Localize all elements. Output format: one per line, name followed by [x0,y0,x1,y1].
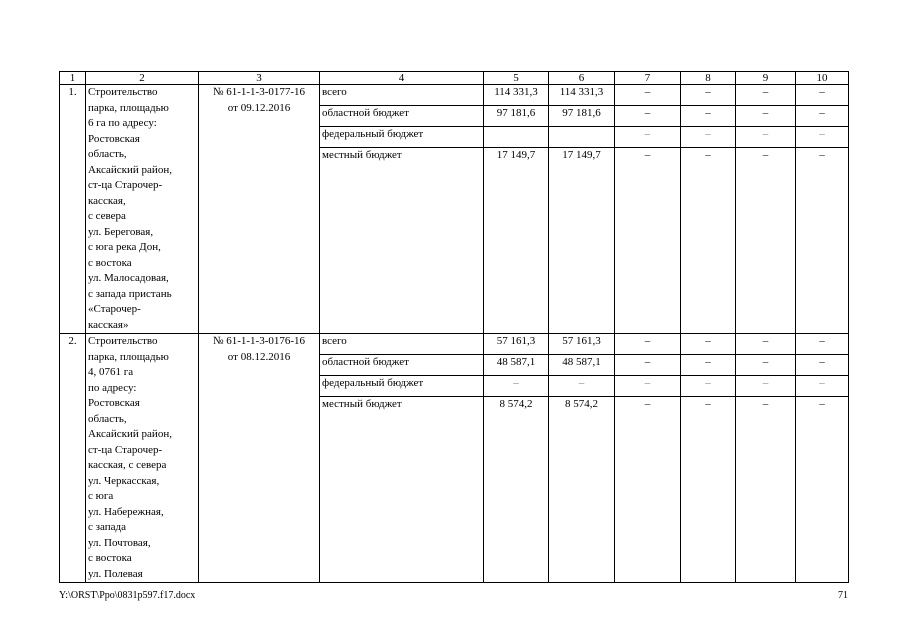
value-cell: – [796,376,849,397]
value-cell: 57 161,3 [484,334,549,355]
value-cell: – [796,334,849,355]
table-row [60,334,849,355]
value-cell: – [681,106,736,127]
value-cell: – [615,127,681,148]
header-cell: 5 [484,72,549,85]
value-cell [484,127,549,148]
value-cell [549,127,615,148]
footer-page-number: 71 [838,590,848,601]
value-cell: 57 161,3 [549,334,615,355]
value-cell: 97 181,6 [549,106,615,127]
value-cell: – [796,397,849,583]
value-cell: – [736,355,796,376]
value-cell: – [681,397,736,583]
value-cell: – [796,148,849,334]
header-cell: 9 [736,72,796,85]
funding-source: всего [320,85,484,106]
table-row [60,85,849,106]
value-cell: – [681,148,736,334]
value-cell: – [615,85,681,106]
funding-source: федеральный бюджет [320,127,484,148]
value-cell: – [736,334,796,355]
item-number: 1. [60,85,86,334]
value-cell: 48 587,1 [549,355,615,376]
value-cell: – [796,355,849,376]
item-number: 2. [60,334,86,583]
funding-source: областной бюджет [320,106,484,127]
value-cell: – [796,106,849,127]
funding-source: местный бюджет [320,397,484,583]
value-cell: 17 149,7 [484,148,549,334]
value-cell: – [615,334,681,355]
item-permit: № 61-1-1-3-0176-16 от 08.12.2016 [199,334,320,583]
value-cell: – [681,376,736,397]
value-cell: – [736,376,796,397]
header-cell: 6 [549,72,615,85]
funding-source: местный бюджет [320,148,484,334]
footer-file-path: Y:\ORST\Ppo\0831p597.f17.docx [59,590,196,601]
value-cell: – [549,376,615,397]
value-cell: 97 181,6 [484,106,549,127]
value-cell: – [615,148,681,334]
header-cell: 2 [86,72,199,85]
value-cell: – [796,127,849,148]
header-cell: 3 [199,72,320,85]
value-cell: – [736,127,796,148]
value-cell: – [615,397,681,583]
value-cell: 8 574,2 [549,397,615,583]
value-cell: – [736,397,796,583]
item-description: Строительство парка, площадью 6 га по адресу: Ростовская область, Аксайский район, ст-ца Старочер- касская, с севера ул. Береговая, с юга река Дон, с востока ул. Малосадовая, с запада пристань «Старочер- касская» [86,85,199,334]
value-cell: – [681,85,736,106]
value-cell: – [736,148,796,334]
value-cell: – [484,376,549,397]
value-cell: – [736,85,796,106]
header-cell: 4 [320,72,484,85]
header-cell: 10 [796,72,849,85]
item-description: Строительство парка, площадью 4, 0761 га по адресу: Ростовская область, Аксайский район, ст-ца Старочер- касская, с севера ул. Черкасская, с юга ул. Набережная, с запада ул. Почтовая, с востока ул. Полевая [86,334,199,583]
funding-source: областной бюджет [320,355,484,376]
header-row [60,72,849,85]
value-cell: – [681,355,736,376]
header-cell: 7 [615,72,681,85]
value-cell: – [681,127,736,148]
header-cell: 1 [60,72,86,85]
value-cell: – [615,355,681,376]
value-cell: – [736,106,796,127]
value-cell: 48 587,1 [484,355,549,376]
header-cell: 8 [681,72,736,85]
value-cell: – [796,85,849,106]
budget-table [59,71,849,583]
funding-source: всего [320,334,484,355]
item-permit: № 61-1-1-3-0177-16 от 09.12.2016 [199,85,320,334]
funding-source: федеральный бюджет [320,376,484,397]
value-cell: – [615,106,681,127]
value-cell: 8 574,2 [484,397,549,583]
value-cell: 114 331,3 [484,85,549,106]
value-cell: 114 331,3 [549,85,615,106]
value-cell: – [681,334,736,355]
value-cell: 17 149,7 [549,148,615,334]
value-cell: – [615,376,681,397]
